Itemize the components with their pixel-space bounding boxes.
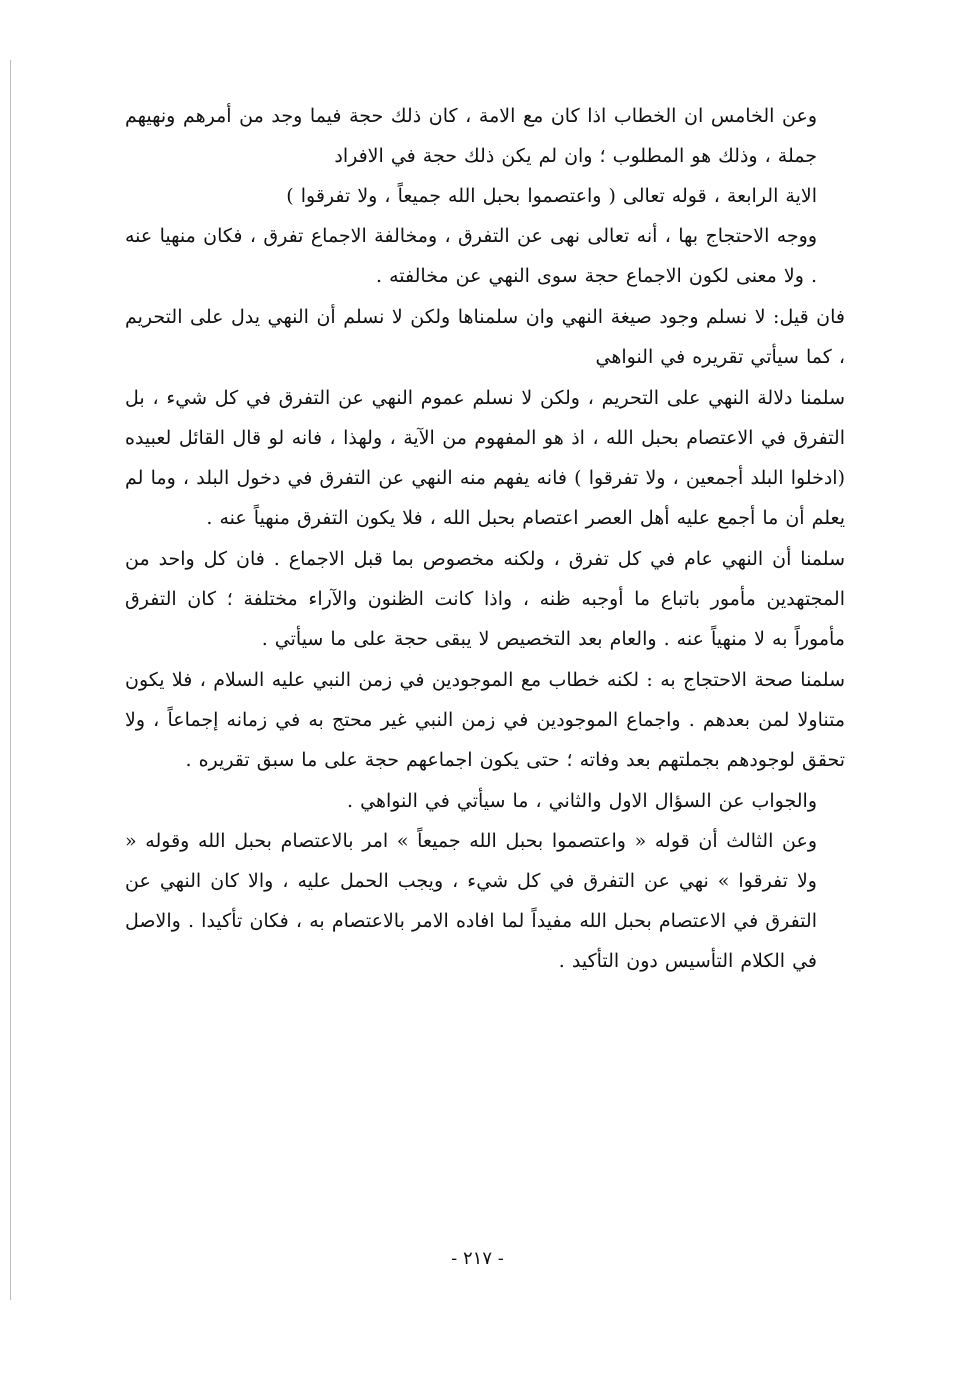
page-number: - ٢١٧ - (451, 1248, 504, 1269)
paragraph-argument: ووجه الاحتجاج بها ، أنه تعالى نهى عن التفرق ، ومخالفة الاجماع تفرق ، فكان منهيا عنه . ولا معنى لكون الاجماع حجة سوى النهي عن مخالفته . (125, 225, 817, 287)
paragraph-objection-two: سلمنا دلالة النهي على التحريم ، ولكن لا نسلم عموم النهي عن التفرق في كل شيء ، بل التفرق في الاعتصام بحبل الله ، اذ هو المفهوم من الآية ، ولهذا ، فانه لو قال القائل لعبيده (ادخلوا البلد أجمعين ، ولا تفرقوا ) فانه يفهم منه النهي عن التفرق في دخول البلد ، وما لم يعلم أن ما أجمع عليه أهل العصر اعتصام بحبل الله ، فلا يكون التفرق منهياً عنه . (125, 387, 845, 529)
paragraph-fifth-reply: وعن الخامس ان الخطاب اذا كان مع الامة ، كان ذلك حجة فيما وجد من أمرهم ونهيهم جملة ، وذلك هو المطلوب ؛ وان لم يكن ذلك حجة في الافراد (125, 105, 817, 167)
paragraph-fourth-verse: الاية الرابعة ، قوله تعالى ( واعتصموا بحبل الله جميعاً ، ولا تفرقوا ) (286, 185, 817, 207)
paragraph-reply-three: وعن الثالث أن قوله « واعتصموا بحبل الله جميعاً » امر بالاعتصام بحبل الله وقوله « ولا تفرقوا » نهي عن التفرق في كل شيء ، ويجب الحمل عليه ، والا كان النهي عن التفرق في الاعتصام بحبل الله مفيداً لما افاده الامر بالاعتصام به ، فكان تأكيدا . والاصل في الكلام التأسيس دون التأكيد . (125, 830, 817, 972)
paragraph-objection-four: سلمنا صحة الاحتجاج به : لكنه خطاب مع الموجودين في زمن النبي عليه السلام ، فلا يكون متناولا لمن بعدهم . واجماع الموجودين في زمن النبي غير محتج به في زمانه إجماعاً ، ولا تحقق لوجودهم بجملتهم بعد وفاته ؛ حتى يكون اجماعهم حجة على ما سبق تقريره . (125, 669, 845, 771)
paragraph-objection-three: سلمنا أن النهي عام في كل تفرق ، ولكنه مخصوص بما قبل الاجماع . فان كل واحد من المجتهدين مأمور باتباع ما أوجبه ظنه ، واذا كانت الظنون والآراء مختلفة ؛ كان التفرق مأموراً به لا منهياً عنه . والعام بعد التخصيص لا يبقى حجة على ما سيأتي . (125, 548, 845, 650)
margin-rule (10, 60, 11, 1300)
paragraph-reply-one-two: والجواب عن السؤال الاول والثاني ، ما سيأتي في النواهي . (347, 790, 817, 812)
body-text (125, 96, 845, 981)
paragraph-objection-one: فان قيل: لا نسلم وجود صيغة النهي وان سلمناها ولكن لا نسلم أن النهي يدل على التحريم ، كما سيأتي تقريره في النواهي (125, 306, 845, 368)
